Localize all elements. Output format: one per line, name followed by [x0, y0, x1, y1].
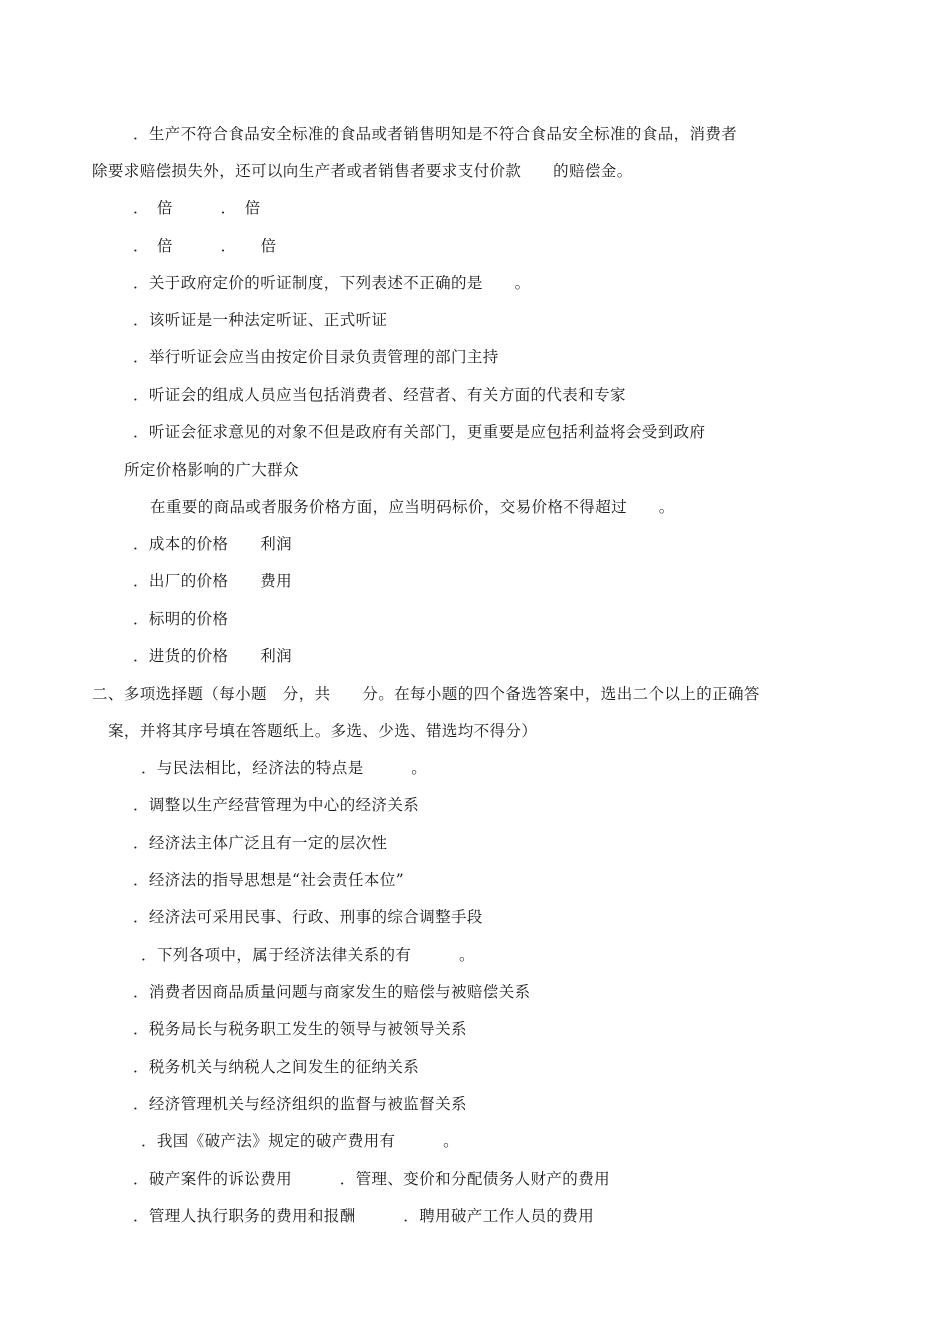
- answer-option: ．听证会征求意见的对象不但是政府有关部门，更重要是应包括利益将会受到政府: [133, 423, 706, 441]
- question-stem: 在重要的商品或者服务价格方面，应当明码标价，交易价格不得超过 。: [150, 498, 675, 516]
- answer-option-continued: 所定价格影响的广大群众: [124, 461, 299, 479]
- question-stem: ．我国《破产法》规定的破产费用有 。: [141, 1132, 460, 1150]
- answer-option: ．经济法主体广泛且有一定的层次性: [133, 834, 388, 852]
- answer-option: ．听证会的组成人员应当包括消费者、经营者、有关方面的代表和专家: [133, 386, 626, 404]
- section-heading: 二、多项选择题（每小题 分，共 分。在每小题的四个备选答案中，选出二个以上的正确答: [92, 685, 760, 703]
- answer-option: ．税务机关与纳税人之间发生的征纳关系: [133, 1058, 420, 1076]
- answer-option: ．成本的价格 利润: [133, 535, 293, 553]
- answer-option: ．出厂的价格 费用: [133, 572, 293, 590]
- answer-options-row: ．管理人执行职务的费用和报酬 ．聘用破产工作人员的费用: [133, 1207, 595, 1225]
- question-stem: ．与民法相比，经济法的特点是 。: [141, 759, 428, 777]
- answer-options-row: ．破产案件的诉讼费用 ．管理、变价和分配债务人财产的费用: [133, 1170, 611, 1188]
- question-stem-continued: 除要求赔偿损失外，还可以向生产者或者销售者要求支付价款 的赔偿金。: [92, 162, 633, 180]
- section-heading-continued: 案，并将其序号填在答题纸上。多选、少选、错选均不得分）: [108, 722, 538, 740]
- answer-option: ．调整以生产经营管理为中心的经济关系: [133, 796, 420, 814]
- answer-option: ．举行听证会应当由按定价目录负责管理的部门主持: [133, 348, 499, 366]
- answer-options-row: ． 倍 ． 倍: [133, 199, 261, 217]
- answer-option: ．经济法可采用民事、行政、刑事的综合调整手段: [133, 908, 483, 926]
- question-stem: ．关于政府定价的听证制度，下列表述不正确的是 。: [133, 274, 531, 292]
- question-stem: ．下列各项中，属于经济法律关系的有 。: [141, 946, 475, 964]
- answer-option: ．进货的价格 利润: [133, 647, 293, 665]
- question-stem: ．生产不符合食品安全标准的食品或者销售明知是不符合食品安全标准的食品，消费者: [133, 125, 738, 143]
- answer-option: ．该听证是一种法定听证、正式听证: [133, 311, 388, 329]
- answer-option: ．税务局长与税务职工发生的领导与被领导关系: [133, 1020, 467, 1038]
- answer-option: ．经济管理机关与经济组织的监督与被监督关系: [133, 1095, 467, 1113]
- answer-options-row: ． 倍 ． 倍: [133, 237, 277, 255]
- answer-option: ．消费者因商品质量问题与商家发生的赔偿与被赔偿关系: [133, 983, 531, 1001]
- answer-option: ．经济法的指导思想是“社会责任本位”: [133, 871, 405, 889]
- answer-option: ．标明的价格: [133, 610, 229, 628]
